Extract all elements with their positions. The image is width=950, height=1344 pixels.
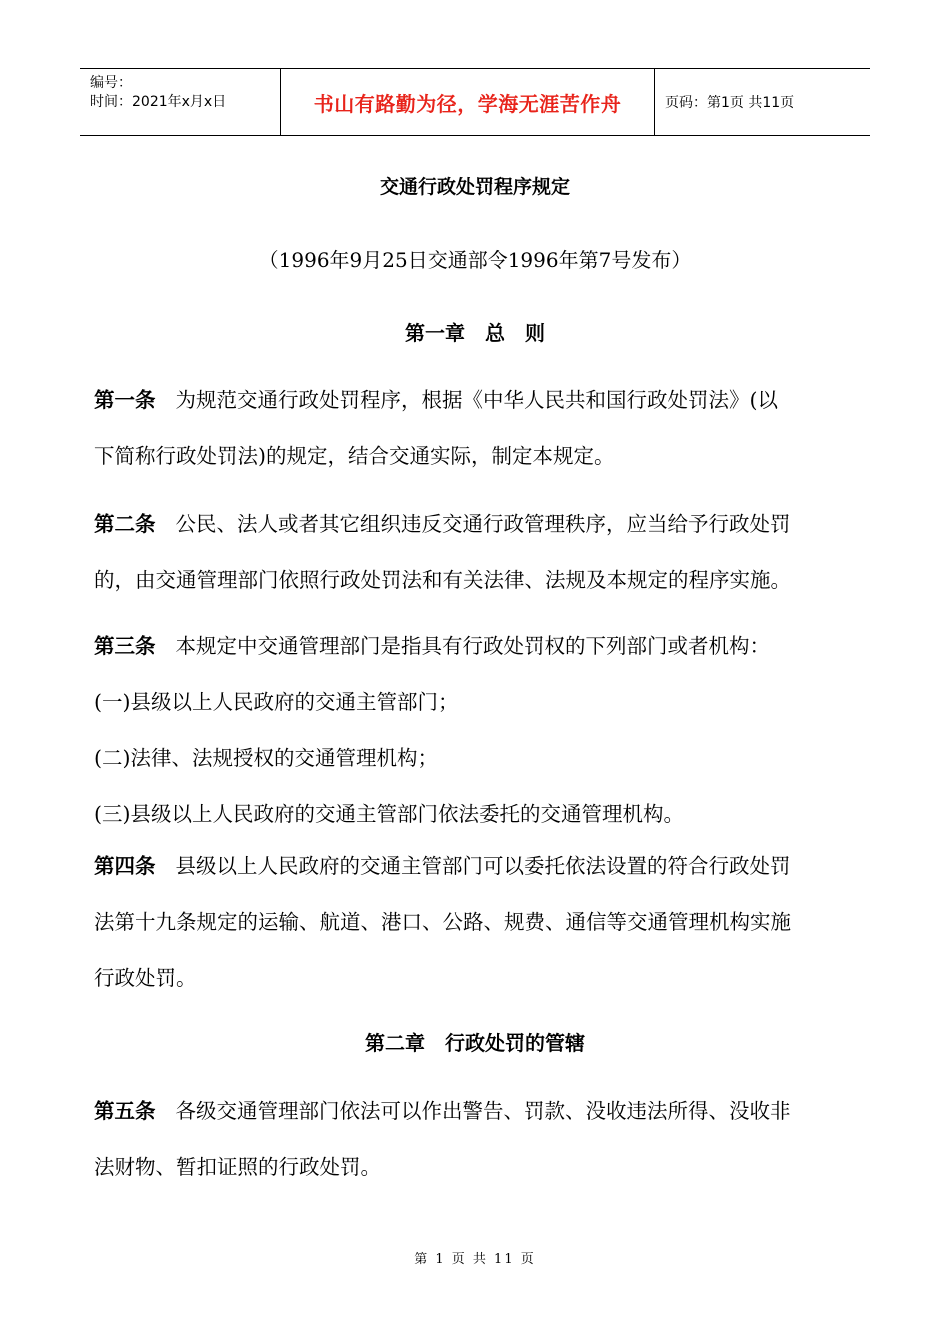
article-line: 法第十九条规定的运输、航道、港口、公路、规费、通信等交通管理机构实施: [94, 910, 791, 934]
document-subtitle: （1996年9月25日交通部令1996年第7号发布）: [258, 248, 692, 272]
article-line: 的，由交通管理部门依照行政处罚法和有关法律、法规及本规定的程序实施。: [94, 568, 791, 592]
article-5: [94, 1083, 854, 1195]
article-line: 法财物、暂扣证照的行政处罚。: [94, 1155, 381, 1179]
article-line: 行政处罚。: [94, 966, 197, 990]
article-line: [94, 618, 854, 674]
article-line: [94, 372, 854, 428]
date-label: 时间：2021年x月x日: [90, 94, 227, 110]
chapter-heading-1: 第一章 总 则: [405, 321, 545, 345]
article-text: 县级以上人民政府的交通主管部门可以委托依法设置的符合行政处罚: [175, 854, 791, 878]
article-number: 第一条: [94, 388, 156, 412]
article-number: 第二条: [94, 512, 156, 536]
article-number: 第四条: [94, 854, 156, 878]
header-page-cell: [655, 69, 870, 135]
article-text: 公民、法人或者其它组织违反交通行政管理秩序，应当给予行政处罚: [175, 512, 791, 536]
article-number: 第三条: [94, 634, 156, 658]
chapter-heading-2: 第二章 行政处罚的管辖: [365, 1031, 585, 1055]
article-line: 下简称行政处罚法)的规定，结合交通实际，制定本规定。: [94, 444, 615, 468]
header-motto-cell: [281, 69, 655, 135]
article-line: (一)县级以上人民政府的交通主管部门；: [94, 690, 459, 714]
motto-text: 书山有路勤为径，学海无涯苦作舟: [313, 91, 622, 116]
article-text: 本规定中交通管理部门是指具有行政处罚权的下列部门或者机构：: [175, 634, 770, 658]
article-text: 各级交通管理部门依法可以作出警告、罚款、没收违法所得、没收非: [175, 1099, 791, 1123]
article-3: [94, 618, 854, 842]
article-line: [94, 496, 854, 552]
header-meta-cell: [80, 69, 281, 135]
article-line: [94, 838, 854, 894]
number-label: 编号：: [90, 75, 132, 91]
article-1: [94, 372, 854, 484]
article-line: (二)法律、法规授权的交通管理机构；: [94, 746, 438, 770]
article-2: [94, 496, 854, 608]
document-title: 交通行政处罚程序规定: [379, 176, 570, 198]
page-info: 页码：第1页 共11页: [665, 95, 795, 111]
article-number: 第五条: [94, 1099, 156, 1123]
page-footer: 第 1 页 共 11 页: [414, 1252, 536, 1267]
article-4: [94, 838, 854, 1006]
article-line: [94, 1083, 854, 1139]
article-text: 为规范交通行政处罚程序，根据《中华人民共和国行政处罚法》(以: [175, 388, 778, 412]
header-table: [80, 68, 870, 136]
article-line: (三)县级以上人民政府的交通主管部门依法委托的交通管理机构。: [94, 802, 684, 826]
